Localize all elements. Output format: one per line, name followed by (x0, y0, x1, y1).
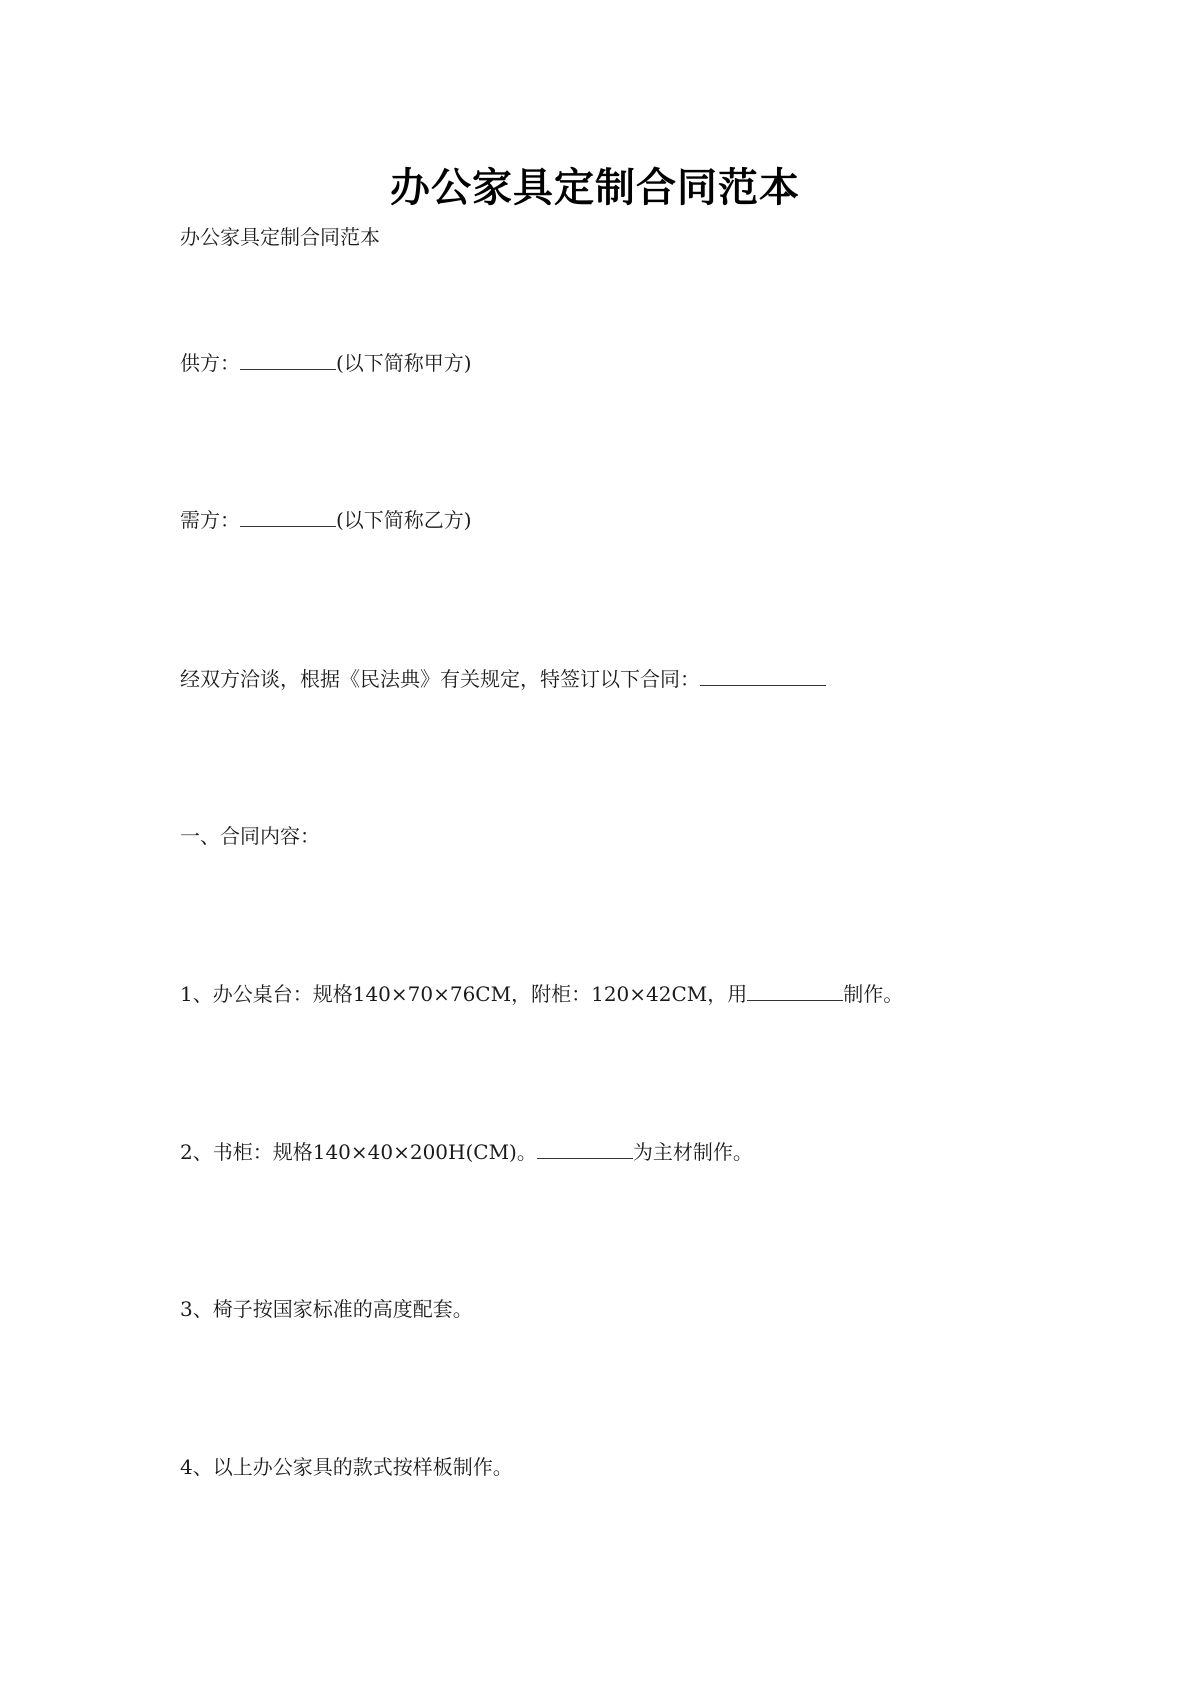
supplier-name-blank (240, 349, 336, 370)
supplier-label: 供方： (180, 351, 240, 375)
section-heading: 一、合同内容： (180, 824, 320, 848)
supplier-suffix: (以下简称甲方) (336, 351, 472, 375)
contract-item-2 (180, 1138, 753, 1166)
supplier-line (180, 349, 472, 377)
buyer-line (180, 506, 472, 534)
document-title: 办公家具定制合同范本 (390, 164, 800, 211)
item-1-material-blank (747, 980, 843, 1001)
item-2-text: 2、书柜：规格140×40×200H(CM)。 (180, 1140, 537, 1164)
contract-item-3: 3、椅子按国家标准的高度配套。 (180, 1297, 473, 1321)
document-subtitle: 办公家具定制合同范本 (180, 225, 380, 249)
item-2-suffix: 为主材制作。 (632, 1140, 753, 1164)
preamble-line (180, 665, 826, 693)
buyer-name-blank (240, 506, 336, 527)
buyer-label: 需方： (180, 508, 240, 532)
preamble-blank (700, 665, 826, 686)
preamble-text: 经双方洽谈，根据《民法典》有关规定，特签订以下合同： (180, 667, 700, 691)
buyer-suffix: (以下简称乙方) (336, 508, 472, 532)
item-1-text: 1、办公桌台：规格140×70×76CM，附柜：120×42CM，用 (180, 982, 748, 1006)
contract-item-1 (180, 980, 903, 1008)
item-1-suffix: 制作。 (843, 982, 904, 1006)
item-2-material-blank (537, 1138, 633, 1159)
contract-item-4: 4、以上办公家具的款式按样板制作。 (180, 1455, 513, 1479)
